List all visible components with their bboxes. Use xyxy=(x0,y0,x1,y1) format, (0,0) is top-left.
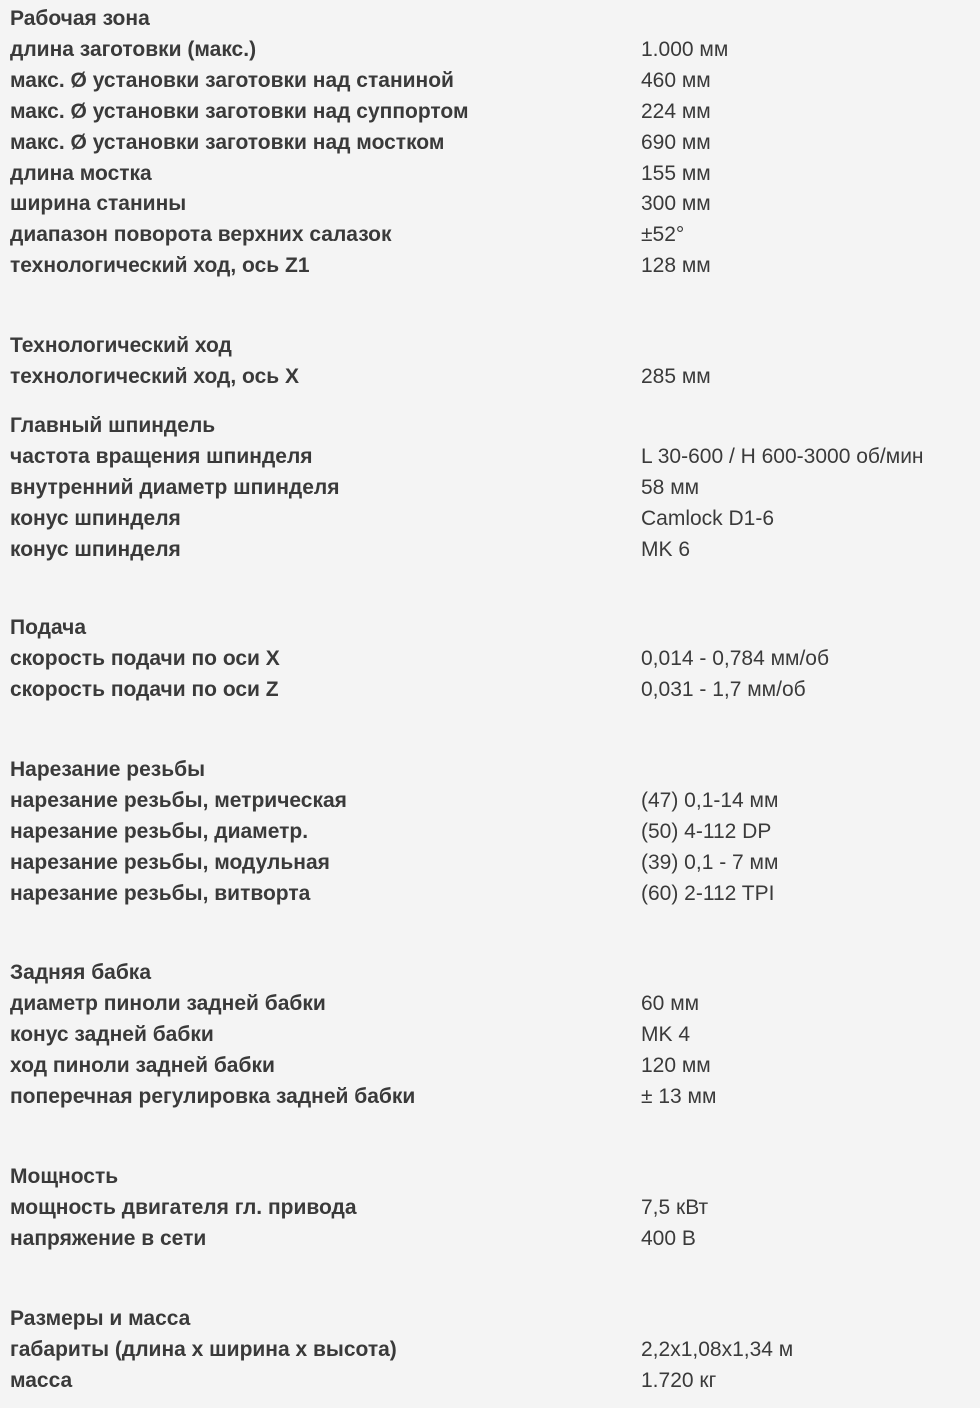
spec-value: MK 6 xyxy=(641,538,691,561)
spec-row xyxy=(0,1334,980,1365)
spec-value: (60) 2-112 TPI xyxy=(641,882,775,905)
spec-label: нарезание резьбы, модульная xyxy=(10,851,330,874)
spec-label: поперечная регулировка задней бабки xyxy=(10,1085,416,1108)
spec-label: ширина станины xyxy=(10,192,187,215)
spec-row xyxy=(0,785,980,816)
spec-label: диапазон поворота верхних салазок xyxy=(10,223,392,246)
spec-value: 0,014 - 0,784 мм/об xyxy=(641,647,830,670)
spec-value: 2,2x1,08x1,34 м xyxy=(641,1338,794,1361)
spec-label: макс. Ø установки заготовки над суппортом xyxy=(10,100,469,123)
spec-value: (39) 0,1 - 7 мм xyxy=(641,851,779,874)
spec-value: (50) 4-112 DP xyxy=(641,820,772,843)
spec-label: нарезание резьбы, метрическая xyxy=(10,789,347,812)
section-title: Мощность xyxy=(10,1165,119,1188)
spec-label: мощность двигателя гл. привода xyxy=(10,1196,357,1219)
spec-label: макс. Ø установки заготовки над станиной xyxy=(10,69,454,92)
spec-label: напряжение в сети xyxy=(10,1227,207,1250)
spec-row xyxy=(0,65,980,96)
spec-row xyxy=(0,441,980,472)
spec-value: 7,5 кВт xyxy=(641,1196,709,1219)
spec-row xyxy=(0,361,980,392)
spec-label: технологический ход, ось Z1 xyxy=(10,254,310,277)
spec-value: 400 В xyxy=(641,1227,696,1250)
spec-row xyxy=(0,219,980,250)
spec-row xyxy=(0,1192,980,1223)
spec-label: нарезание резьбы, витворта xyxy=(10,882,311,905)
spec-value: 1.000 мм xyxy=(641,38,729,61)
spec-label: конус задней бабки xyxy=(10,1023,214,1046)
spec-value: 300 мм xyxy=(641,192,711,215)
spec-row xyxy=(0,1019,980,1050)
spec-row xyxy=(0,1081,980,1112)
spec-row xyxy=(0,534,980,565)
spec-row xyxy=(0,34,980,65)
spec-value: 128 мм xyxy=(641,254,711,277)
spec-row xyxy=(0,643,980,674)
spec-value: 285 мм xyxy=(641,365,711,388)
spec-value: ± 13 мм xyxy=(641,1085,717,1108)
spec-value: (47) 0,1-14 мм xyxy=(641,789,779,812)
spec-value: 460 мм xyxy=(641,69,711,92)
spec-row xyxy=(0,1365,980,1396)
spec-label: длина заготовки (макс.) xyxy=(10,38,257,61)
section-title: Главный шпиндель xyxy=(10,414,216,437)
spec-row xyxy=(0,1050,980,1081)
spec-value: MK 4 xyxy=(641,1023,691,1046)
spec-row xyxy=(0,127,980,158)
spec-value: 0,031 - 1,7 мм/об xyxy=(641,678,806,701)
section-title: Технологический ход xyxy=(10,334,232,357)
spec-value: 58 мм xyxy=(641,476,700,499)
section-title: Размеры и масса xyxy=(10,1307,191,1330)
spec-value: ±52° xyxy=(641,223,685,246)
spec-value: 690 мм xyxy=(641,131,711,154)
spec-value: L 30-600 / H 600-3000 об/мин xyxy=(641,445,924,468)
spec-row xyxy=(0,96,980,127)
spec-label: диаметр пиноли задней бабки xyxy=(10,992,326,1015)
spec-row xyxy=(0,188,980,219)
spec-label: частота вращения шпинделя xyxy=(10,445,313,468)
spec-row xyxy=(0,878,980,909)
spec-label: масса xyxy=(10,1369,73,1392)
spec-value: 155 мм xyxy=(641,162,711,185)
spec-label: длина мостка xyxy=(10,162,152,185)
spec-label: ход пиноли задней бабки xyxy=(10,1054,275,1077)
spec-label: скорость подачи по оси Z xyxy=(10,678,279,701)
spec-label: габариты (длина x ширина x высота) xyxy=(10,1338,397,1361)
spec-row xyxy=(0,250,980,281)
spec-label: макс. Ø установки заготовки над мостком xyxy=(10,131,445,154)
spec-row xyxy=(0,1223,980,1254)
spec-value: 120 мм xyxy=(641,1054,711,1077)
spec-label: конус шпинделя xyxy=(10,538,181,561)
spec-value: 60 мм xyxy=(641,992,700,1015)
section-title: Подача xyxy=(10,616,87,639)
section-title: Рабочая зона xyxy=(10,7,150,30)
spec-label: внутренний диаметр шпинделя xyxy=(10,476,340,499)
spec-row xyxy=(0,988,980,1019)
spec-label: технологический ход, ось X xyxy=(10,365,300,388)
section-title: Нарезание резьбы xyxy=(10,758,206,781)
spec-value: 224 мм xyxy=(641,100,711,123)
spec-label: конус шпинделя xyxy=(10,507,181,530)
spec-row xyxy=(0,847,980,878)
spec-value: 1.720 кг xyxy=(641,1369,717,1392)
spec-label: скорость подачи по оси X xyxy=(10,647,280,670)
spec-row xyxy=(0,674,980,705)
spec-row xyxy=(0,158,980,189)
spec-row xyxy=(0,503,980,534)
spec-row xyxy=(0,472,980,503)
spec-row xyxy=(0,816,980,847)
section-title: Задняя бабка xyxy=(10,961,152,984)
spec-label: нарезание резьбы, диаметр. xyxy=(10,820,309,843)
spec-value: Camlock D1-6 xyxy=(641,507,775,530)
